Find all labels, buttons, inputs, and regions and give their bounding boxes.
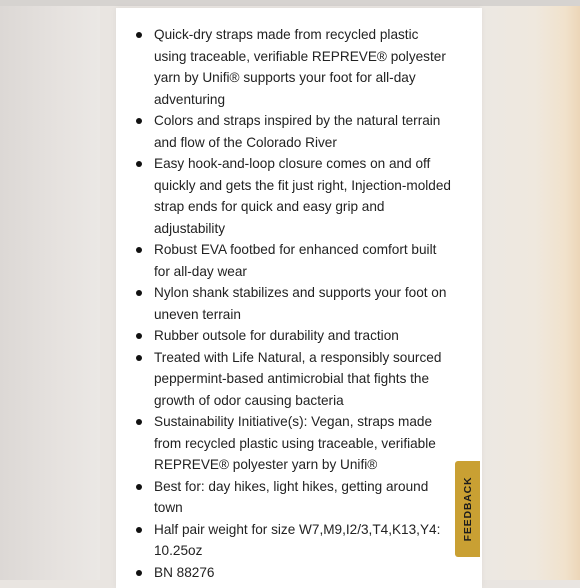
- feature-item: Half pair weight for size W7,M9,I2/3,T4,K13,Y4: 10.25oz: [134, 519, 452, 562]
- product-details-panel: [116, 8, 482, 588]
- feature-item: Nylon shank stabilizes and supports your foot on uneven terrain: [134, 282, 452, 325]
- feedback-label: FEEDBACK: [461, 476, 474, 542]
- feature-list: [134, 24, 452, 583]
- background-right: [480, 0, 580, 580]
- feature-item: Best for: day hikes, light hikes, getting around town: [134, 476, 452, 519]
- feature-item: Quick-dry straps made from recycled plastic using traceable, verifiable REPREVE® polyester yarn by Unifi® supports your foot for all-day adventuring: [134, 24, 452, 110]
- top-edge: [0, 0, 580, 6]
- feature-item: Sustainability Initiative(s): Vegan, straps made from recycled plastic using traceable, verifiable REPREVE® polyester yarn by Unifi®: [134, 411, 452, 476]
- feature-item: Treated with Life Natural, a responsibly sourced peppermint-based antimicrobial that fights the growth of odor causing bacteria: [134, 347, 452, 412]
- feature-item: Rubber outsole for durability and traction: [134, 325, 452, 347]
- feature-item: Easy hook-and-loop closure comes on and off quickly and gets the fit just right, Injection-molded strap ends for quick and easy grip and adjustability: [134, 153, 452, 239]
- feedback-button[interactable]: [455, 461, 480, 557]
- feature-item: Colors and straps inspired by the natural terrain and flow of the Colorado River: [134, 110, 452, 153]
- background-left: [0, 0, 100, 580]
- feature-item: Robust EVA footbed for enhanced comfort built for all-day wear: [134, 239, 452, 282]
- feature-item: BN 88276: [134, 562, 452, 584]
